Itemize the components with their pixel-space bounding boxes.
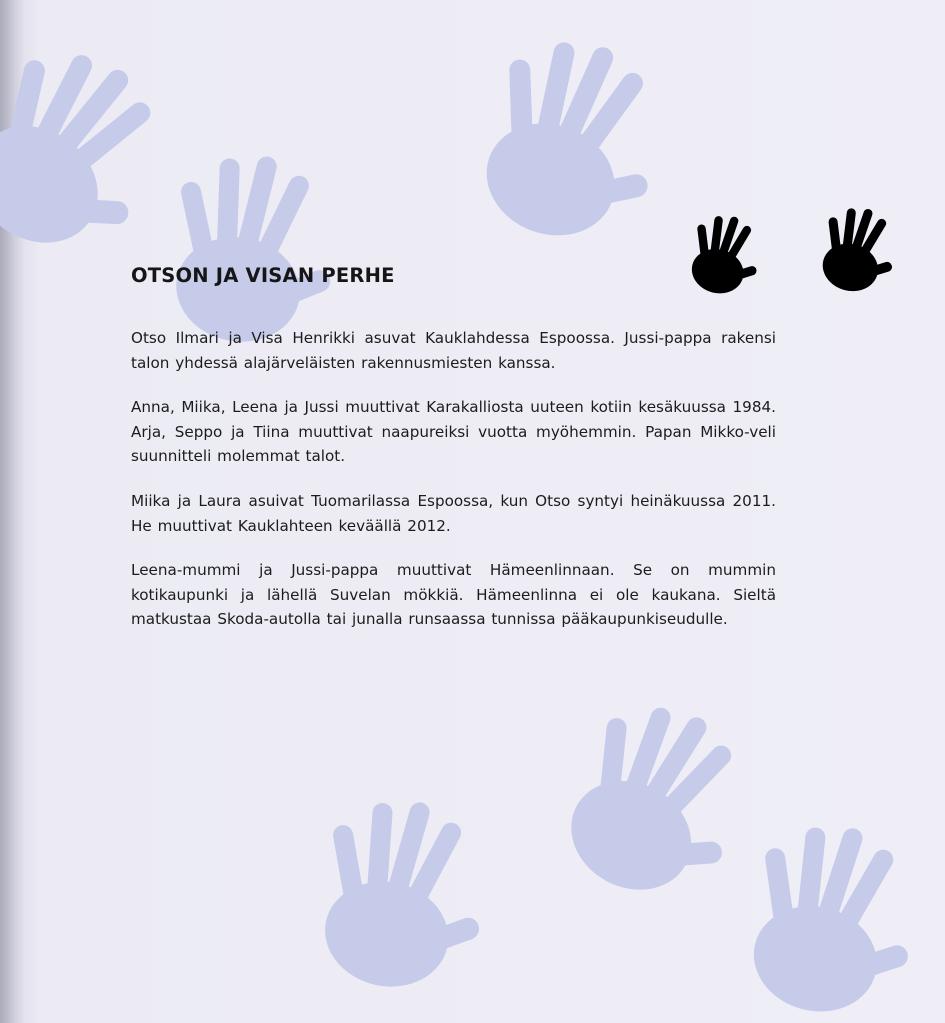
handprint-icon <box>301 785 506 1005</box>
handprint-icon <box>811 199 907 301</box>
paragraph-2: Anna, Miika, Leena ja Jussi muuttivat Karakalliosta uuteen kotiin kesäkuussa 1984. Arja, Seppo ja Tiina muuttivat naapureiksi vuotta myöhemmin. Papan Mikko-veli suunnitteli molemmat talot. <box>131 398 776 466</box>
handprint-icon <box>539 679 778 925</box>
page-title: OTSON JA VISAN PERHE <box>131 264 395 287</box>
handprint-icon <box>0 21 199 286</box>
handprint-icon <box>457 17 692 264</box>
handprint-icon <box>729 808 939 1023</box>
page-content <box>131 258 776 652</box>
paragraph-3: Miika ja Laura asuivat Tuomarilassa Espoossa, kun Otso syntyi heinäkuussa 2011. He muuttivat Kauklahteen keväällä 2012. <box>131 491 776 535</box>
paragraph-4: Leena-mummi ja Jussi-pappa muuttivat Hämeenlinnaan. Se on mummin kotikaupunki ja lähellä Suvelan mökkiä. Hämeenlinna ei ole kaukana. Sieltä matkustaa Skoda-autolla tai junalla runsaassa tunnissa pääkaupunkiseudulle. <box>131 561 776 629</box>
paragraph-1: Otso Ilmari ja Visa Henrikki asuvat Kauklahdessa Espoossa. Jussi-pappa rakensi talon yhdessä alajärveläisten rakennusmiesten kanssa. <box>131 329 776 372</box>
